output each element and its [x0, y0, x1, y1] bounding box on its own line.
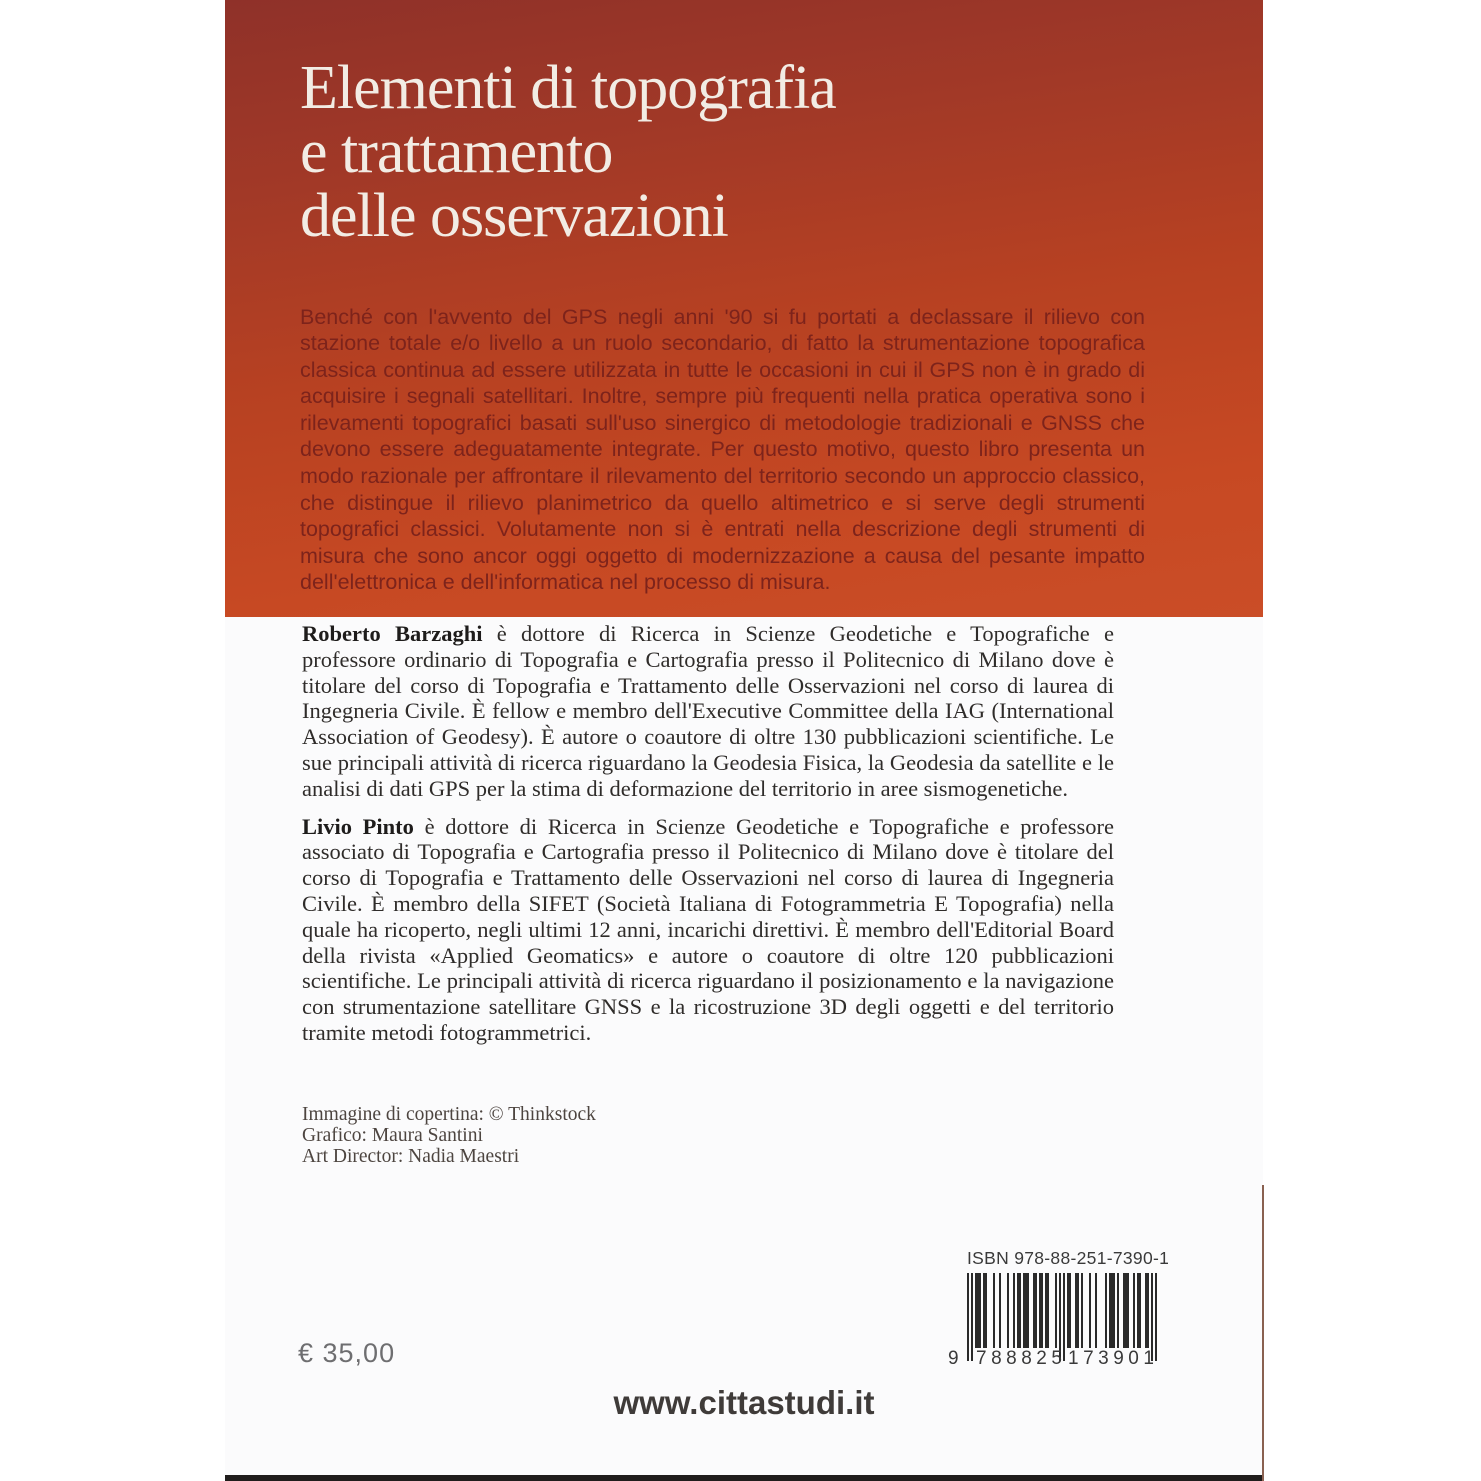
- book-title-line-3: delle osservazioni: [300, 182, 728, 250]
- cover-header-red-panel: [225, 0, 1263, 617]
- author-bio-roberto-barzaghi: [302, 621, 1114, 802]
- isbn-barcode: [948, 1248, 1170, 1369]
- page-right-edge: [1262, 1185, 1264, 1481]
- page-bottom-edge: [225, 1475, 1263, 1481]
- barcode-digit-group-1: 9: [948, 1348, 959, 1369]
- author-bio-text: è dottore di Ricerca in Scienze Geodetiche e Topografiche e professore ordinario di Topografia e Cartografia presso il Politecnico di Milano dove è titolare del corso di Topografia e Trattamento delle Osservazioni nel corso di laurea di Ingegneria Civile. È fellow e membro dell'Executive Committee della IAG (International Association of Geodesy). È autore o coautore di oltre 130 pubblicazioni scientifiche. Le sue principali attività di ricerca riguardano la Geodesia Fisica, la Geodesia da satellite e le analisi di dati GPS per la stima di deformazione del territorio in aree sismogenetiche.: [302, 621, 1114, 801]
- book-title-line-1: Elementi di topografia: [300, 54, 836, 122]
- author-name: Livio Pinto: [302, 813, 414, 839]
- price-label: € 35,00: [298, 1338, 396, 1368]
- barcode-digit-group-2: 788825: [976, 1348, 1067, 1369]
- production-credits: [302, 1104, 596, 1167]
- author-name: Roberto Barzaghi: [302, 621, 483, 646]
- book-description: Benché con l'avvento del GPS negli anni '90 si fu portati a declassare il rilievo con stazione totale e/o livello a un ruolo secondario, di fatto la strumentazione topografica classica continua ad essere utilizzata in tutte le occasioni in cui il GPS non è in grado di acquisire i segnali satellitari. Inoltre, sempre più frequenti nella pratica operativa sono i rilevamenti topografici basati sull'uso sinergico di metodologie tradizionali e GNSS che devono essere adeguatamente integrate. Per questo motivo, questo libro presenta un modo razionale per affrontare il rilevamento del territorio secondo un approccio classico, che distingue il rilievo planimetrico da quello altimetrico e si serve degli strumenti topografici classici. Volutamente non si è entrati nella descrizione degli strumenti di misura che sono ancor oggi oggetto di modernizzazione a causa del pesante impatto dell'elettronica e dell'informatica nel processo di misura.: [300, 304, 1145, 595]
- barcode-digit-group-3: 173901: [1068, 1348, 1159, 1369]
- credit-graphic-designer: Grafico: Maura Santini: [302, 1125, 483, 1146]
- book-back-cover: [225, 0, 1263, 1481]
- credit-art-director: Art Director: Nadia Maestri: [302, 1146, 520, 1167]
- credit-cover-image: Immagine di copertina: © Thinkstock: [302, 1104, 596, 1125]
- author-bios: [302, 621, 1114, 1046]
- author-bio-text: è dottore di Ricerca in Scienze Geodetiche e Topografiche e professore associato di Topografia e Cartografia presso il Politecnico di Milano dove è titolare del corso di Topografia e Trattamento delle Osservazioni nel corso di laurea di Ingegneria Civile. È membro della SIFET (Società Italiana di Fotogrammetria E Topografia) nella quale ha ricoperto, negli ultimi 12 anni, incarichi direttivi. È membro dell'Editorial Board della rivista «Applied Geomatics» e autore o coautore di oltre 120 pubblicazioni scientifiche. Le principali attività di ricerca riguardano il posizionamento e la navigazione con strumentazione satellitare GNSS e la ricostruzione 3D degli oggetti e del territorio tramite metodi fotogrammetrici.: [302, 813, 1114, 1045]
- author-bio-livio-pinto: [302, 814, 1114, 1046]
- book-title-line-2: e trattamento: [300, 118, 613, 186]
- barcode-digits: [948, 1348, 1159, 1372]
- publisher-website: www.cittastudi.it: [613, 1384, 875, 1421]
- book-title: [300, 56, 836, 248]
- isbn-label: ISBN 978-88-251-7390-1: [967, 1248, 1170, 1268]
